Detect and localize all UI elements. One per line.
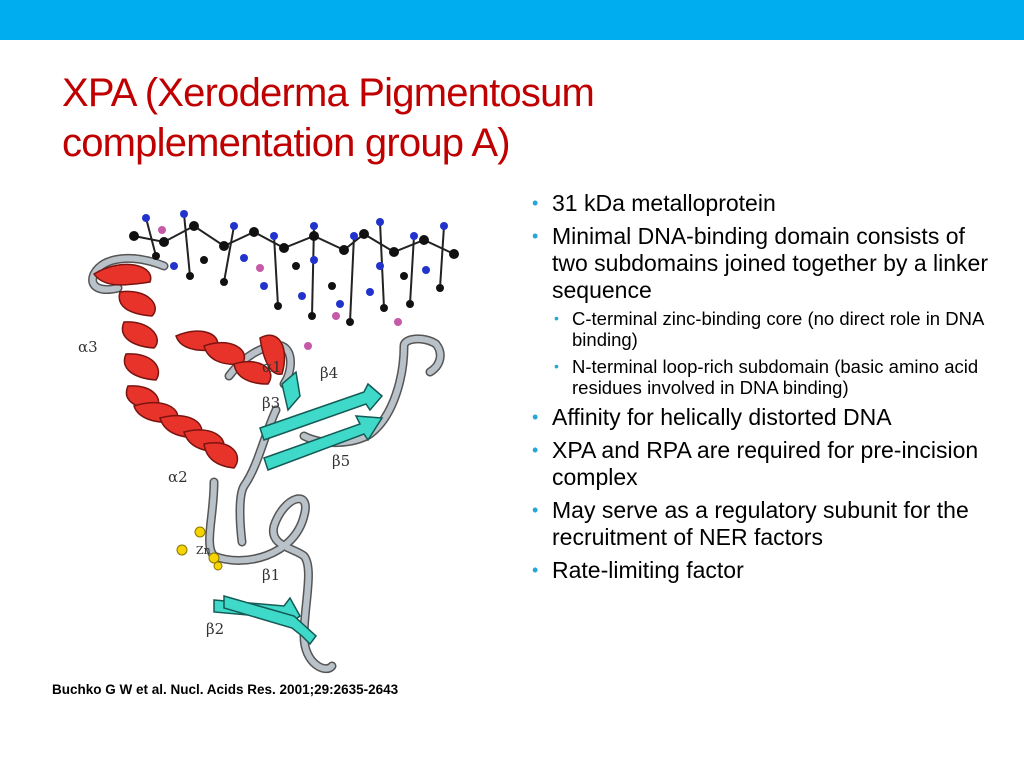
label-beta-1: β1 [262, 566, 281, 584]
top-accent-bar [0, 0, 1024, 40]
slide-title-line-2: complementation group A) [62, 121, 510, 165]
bullet-text: XPA and RPA are required for pre-incision complex [552, 437, 979, 490]
bullet-text: 31 kDa metalloprotein [552, 190, 776, 216]
label-alpha-3: α3 [78, 338, 98, 356]
dna-atoms [129, 210, 459, 350]
bullet-item [530, 190, 1000, 217]
label-beta-5: β5 [332, 452, 351, 470]
xpa-protein-structure-figure [64, 196, 504, 676]
bullet-item [530, 497, 1000, 551]
bullet-item [530, 404, 1000, 431]
bullet-item [530, 557, 1000, 584]
sub-bullet-item: • N-terminal loop-rich subdomain (basic amino acid residues involved in DNA binding) [552, 356, 1000, 398]
bullet-item [530, 223, 1000, 398]
bullet-text: Minimal DNA-binding domain consists of two subdomains joined together by a linker sequence [552, 223, 988, 303]
slide-title [62, 68, 702, 168]
sub-bullet-list [552, 308, 1000, 398]
label-beta-3: β3 [262, 394, 281, 412]
label-beta-2: β2 [206, 620, 225, 638]
bullet-item [530, 437, 1000, 491]
sub-bullet-item: • C-terminal zinc-binding core (no direct role in DNA binding) [552, 308, 1000, 350]
slide-title-line-1: XPA (Xeroderma Pigmentosum [62, 71, 595, 115]
label-zinc: Zn [196, 544, 211, 557]
label-alpha-2: α2 [168, 468, 188, 486]
helix-alpha-2 [134, 403, 237, 468]
label-alpha-1: α1 [262, 358, 282, 376]
bullet-text: Affinity for helically distorted DNA [552, 404, 892, 430]
figure-citation: Buchko G W et al. Nucl. Acids Res. 2001;29:2635-2643 [52, 682, 399, 697]
bullet-text: Rate-limiting factor [552, 557, 744, 583]
bullet-list [530, 190, 1000, 590]
label-beta-4: β4 [320, 364, 339, 382]
bullet-text: May serve as a regulatory subunit for the recruitment of NER factors [552, 497, 969, 550]
